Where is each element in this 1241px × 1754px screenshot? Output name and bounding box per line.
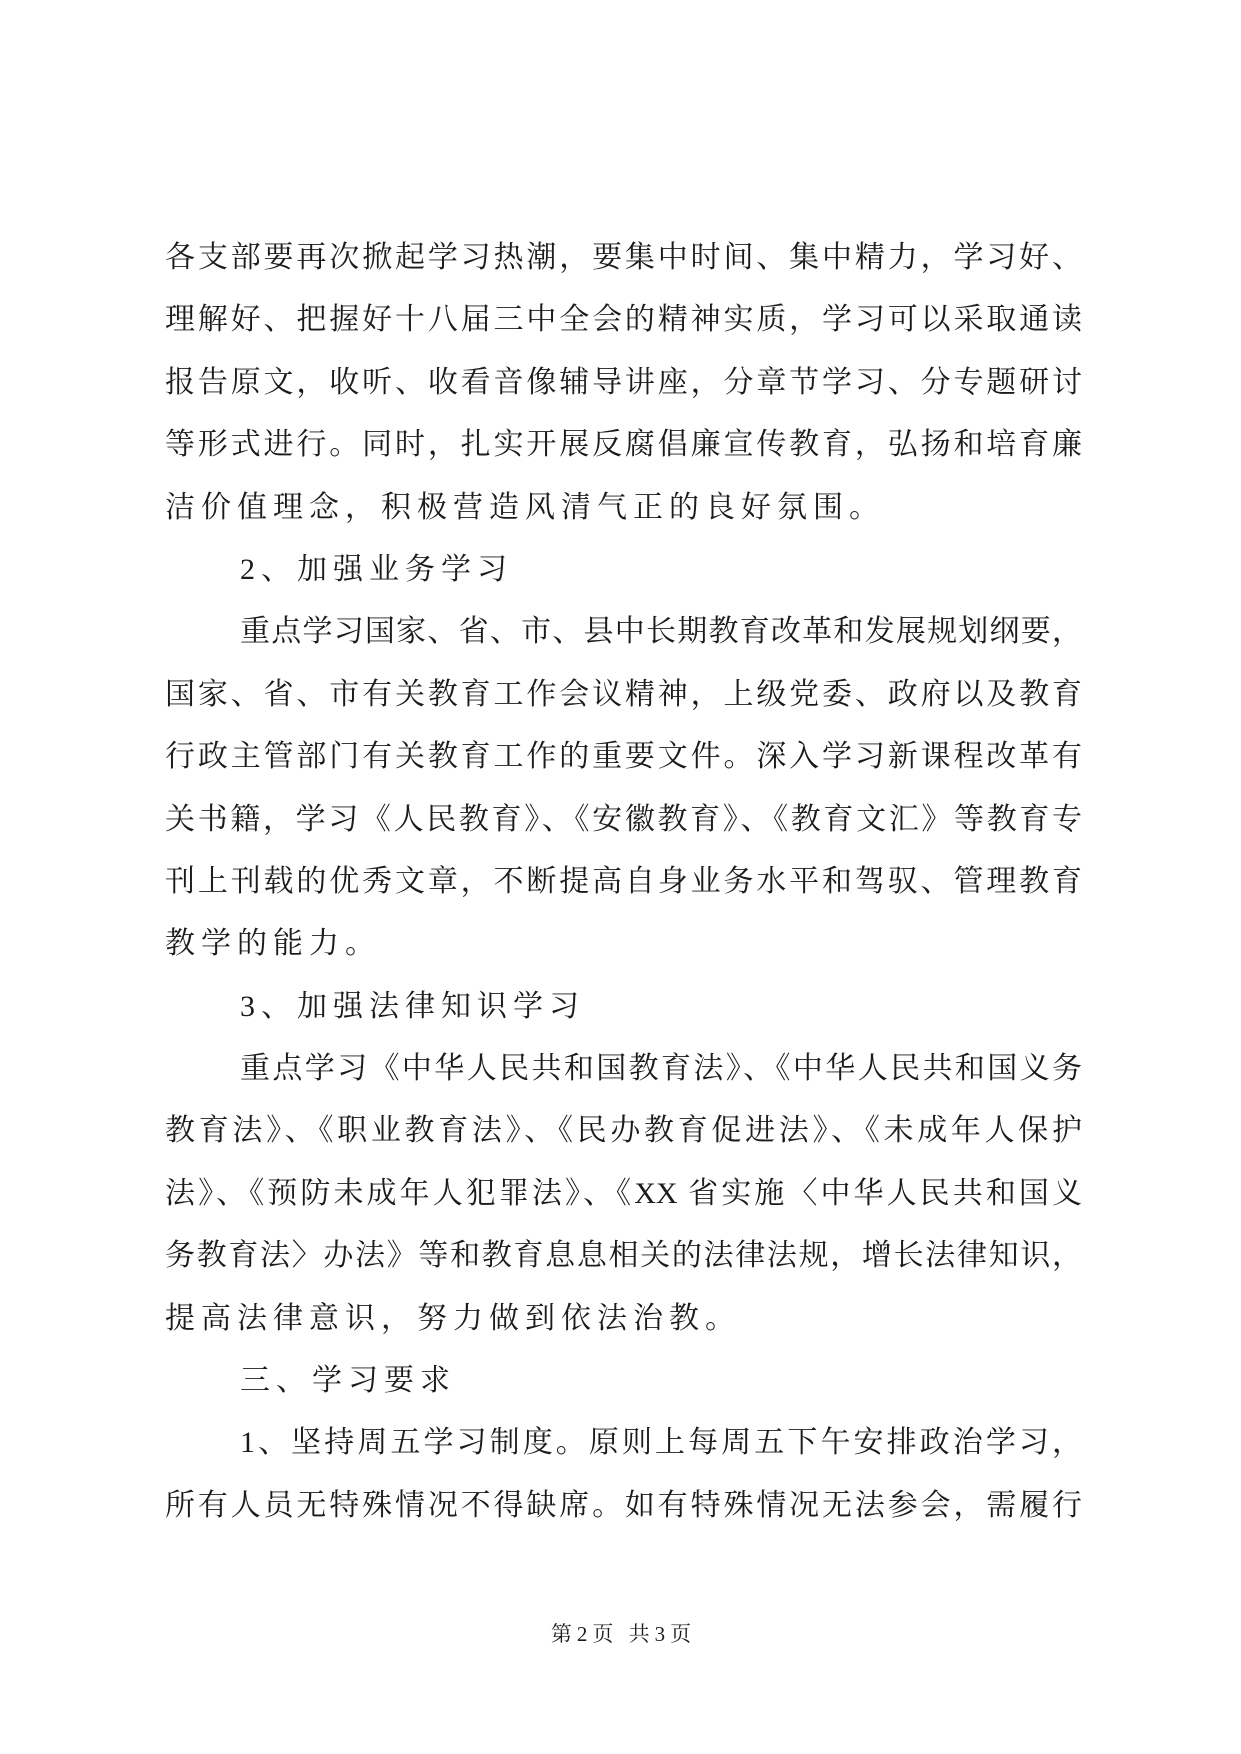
text-line: 行政主管部门有关教育工作的重要文件。深入学习新课程改革有 xyxy=(165,740,1082,774)
text-line: 国家、省、市有关教育工作会议精神，上级党委、政府以及教育 xyxy=(165,677,1082,711)
text-line: 关书籍，学习《人民教育》、《安徽教育》、《教育文汇》等教育专 xyxy=(165,802,1082,836)
text-line: 2、加强业务学习 xyxy=(240,552,513,586)
text-line: 务教育法〉办法》等和教育息息相关的法律法规，增长法律知识， xyxy=(165,1239,1082,1273)
text-line: 教学的能力。 xyxy=(165,927,381,961)
text-line: 所有人员无特殊情况不得缺席。如有特殊情况无法参会，需履行 xyxy=(165,1488,1082,1522)
page-footer xyxy=(165,1620,1082,1648)
text-line: 理解好、把握好十八届三中全会的精神实质，学习可以采取通读 xyxy=(165,303,1082,337)
text-line: 等形式进行。同时，扎实开展反腐倡廉宣传教育，弘扬和培育廉 xyxy=(165,428,1082,462)
text-line: 重点学习国家、省、市、县中长期教育改革和发展规划纲要， xyxy=(240,615,1082,649)
text-line: 刊上刊载的优秀文章，不断提高自身业务水平和驾驭、管理教育 xyxy=(165,864,1082,898)
document-body xyxy=(165,227,1082,1537)
text-line: 洁价值理念，积极营造风清气正的良好氛围。 xyxy=(165,490,885,524)
text-line: 重点学习《中华人民共和国教育法》、《中华人民共和国义务 xyxy=(240,1052,1082,1086)
text-line: 提高法律意识，努力做到依法治教。 xyxy=(165,1301,741,1335)
text-line: 1、坚持周五学习制度。原则上每周五下午安排政治学习， xyxy=(240,1426,1082,1460)
text-line: 教育法》、《职业教育法》、《民办教育促进法》、《未成年人保护 xyxy=(165,1114,1082,1148)
text-line: 各支部要再次掀起学习热潮，要集中时间、集中精力，学习好、 xyxy=(165,241,1082,274)
text-line: 3、加强法律知识学习 xyxy=(240,989,585,1023)
text-line: 报告原文，收听、收看音像辅导讲座，分章节学习、分专题研讨 xyxy=(165,365,1082,399)
text-line: 法》、《预防未成年人犯罪法》、《XX 省实施〈中华人民共和国义 xyxy=(165,1176,1082,1210)
text-line: 三、学习要求 xyxy=(240,1364,456,1398)
page-number-label: 第2页 共3页 xyxy=(550,1622,697,1646)
